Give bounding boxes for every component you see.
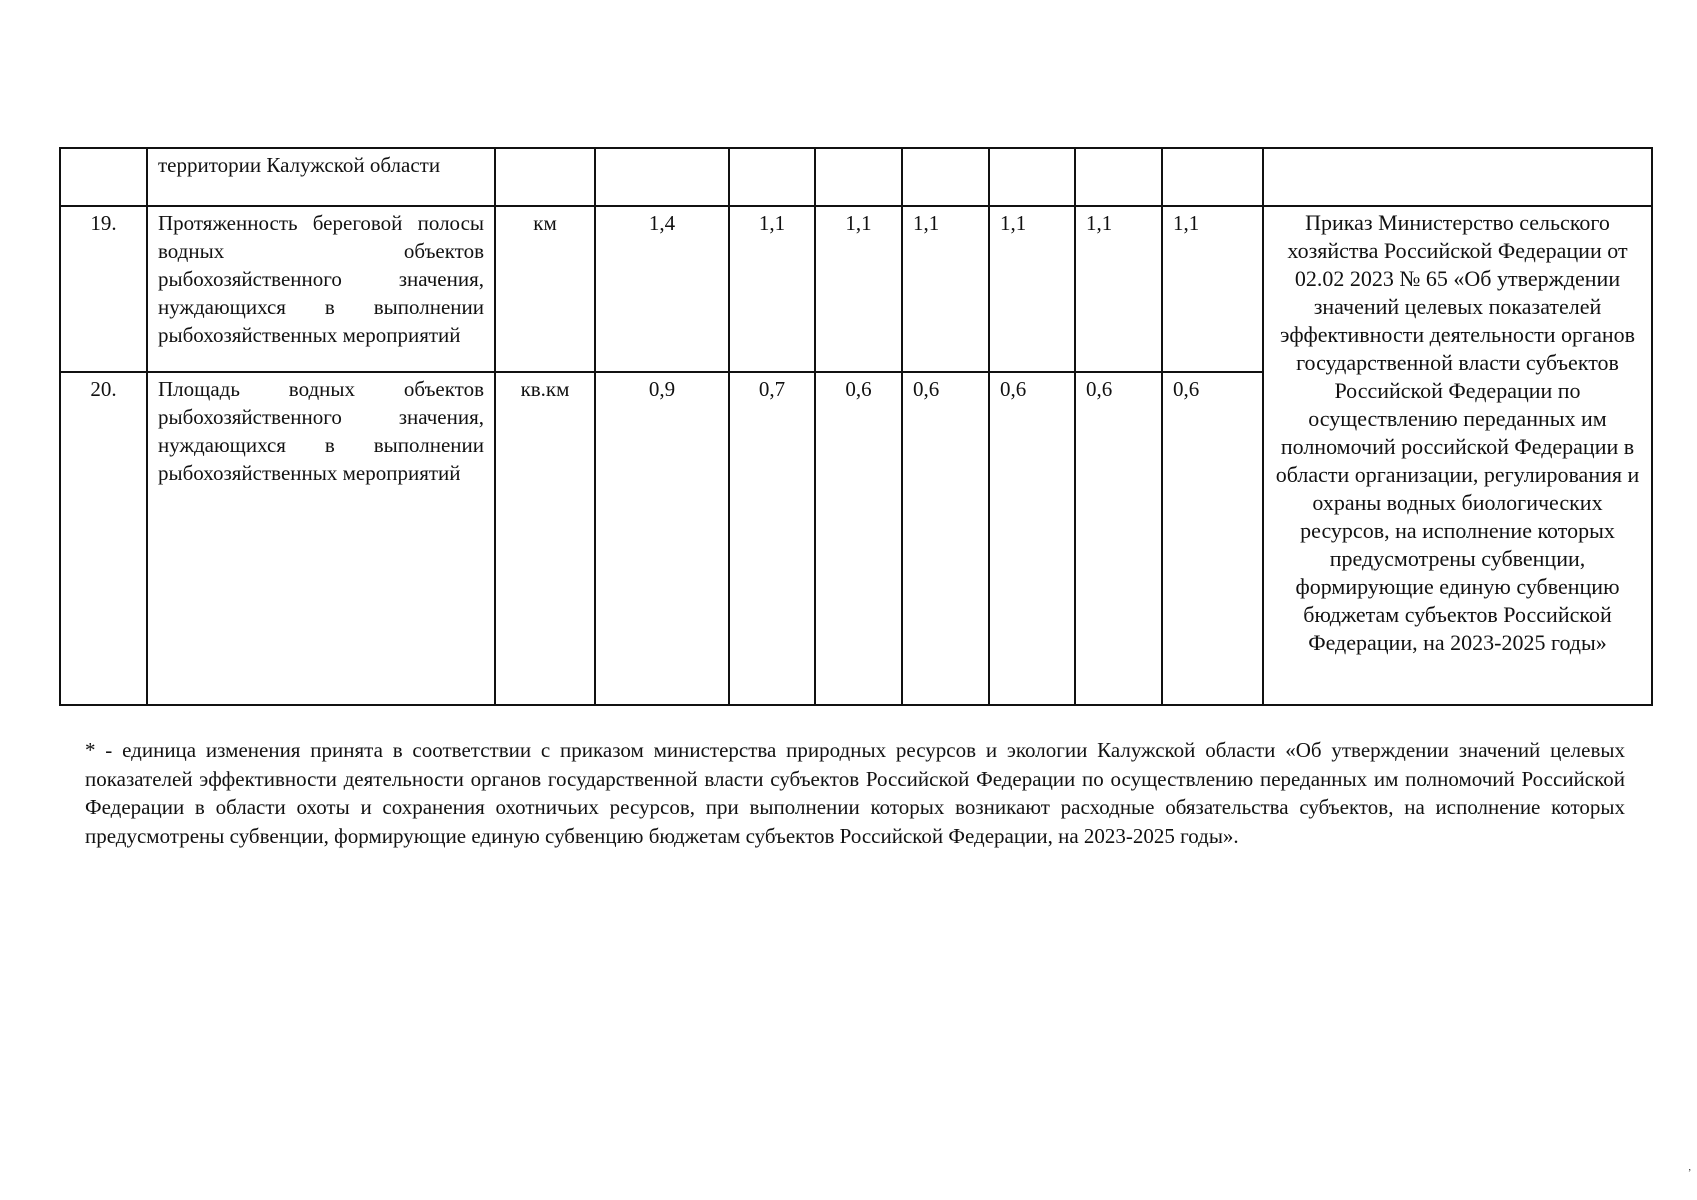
unit-cell xyxy=(495,148,595,206)
value-cell xyxy=(595,148,729,206)
value-cell: 0,6 xyxy=(902,372,989,705)
value-cell xyxy=(1075,148,1162,206)
indicator-name-cell xyxy=(147,148,495,206)
table-row xyxy=(60,148,1652,206)
value-cell: 1,1 xyxy=(729,206,815,372)
row-number-cell: 19. xyxy=(60,206,147,372)
unit-cell: кв.км xyxy=(495,372,595,705)
value-cell: 0,6 xyxy=(1162,372,1263,705)
value-cell xyxy=(729,148,815,206)
indicator-name: Площадь водных объектов рыбохозяйственного значения, нуждающихся в выполнении рыбохозяйственных мероприятий xyxy=(158,377,484,485)
indicator-name: Протяженность береговой полосы водных объектов рыбохозяйственного значения, нуждающихся в выполнении рыбохозяйственных мероприятий xyxy=(158,211,484,347)
value-cell: 1,1 xyxy=(902,206,989,372)
footnote: * - единица изменения принята в соответствии с приказом министерства природных ресурсов и экологии Калужской области «Об утверждении значений целевых показателей эффективности деятельности органов государственной власти субъектов Российской Федерации по осуществлению переданных им полномочий Российской Федерации в области охоты и сохранения охотничьих ресурсов, при выполнении которых возникают расходные обязательства субъектов, на исполнение которых предусмотрены субвенции, формирующие единую субвенцию бюджетам субъектов Российской Федерации, на 2023-2025 годы». xyxy=(85,738,1625,848)
value-cell: 1,4 xyxy=(595,206,729,372)
value-cell: 1,1 xyxy=(1162,206,1263,372)
source-cell-top xyxy=(1263,148,1652,206)
value-cell xyxy=(902,148,989,206)
value-cell xyxy=(815,148,902,206)
value-cell: 0,9 xyxy=(595,372,729,705)
source-document-cell: Приказ Министерство сельского хозяйства Российской Федерации от 02.02 2023 № 65 «Об утверждении значений целевых показателей эффективности деятельности органов государственной власти субъектов Российской Федерации по осуществлению переданных им полномочий российской Федерации в области организации, регулирования и охраны водных биологических ресурсов, на исполнение которых предусмотрены субвенции, формирующие единую субвенцию бюджетам субъектов Российской Федерации, на 2023-2025 годы» xyxy=(1263,206,1652,705)
value-cell: 0,7 xyxy=(729,372,815,705)
value-cell: 1,1 xyxy=(815,206,902,372)
indicator-name: территории Калужской области xyxy=(158,153,441,177)
indicator-name-cell xyxy=(147,372,495,705)
indicator-name-cell xyxy=(147,206,495,372)
table-row xyxy=(60,206,1652,372)
row-number-cell: 20. xyxy=(60,372,147,705)
value-cell xyxy=(989,148,1075,206)
value-cell: 0,6 xyxy=(815,372,902,705)
corner-mark: ’ xyxy=(1688,1168,1692,1179)
value-cell: 0,6 xyxy=(1075,372,1162,705)
value-cell: 0,6 xyxy=(989,372,1075,705)
value-cell: 1,1 xyxy=(1075,206,1162,372)
unit-cell: км xyxy=(495,206,595,372)
value-cell xyxy=(1162,148,1263,206)
row-number-cell xyxy=(60,148,147,206)
value-cell: 1,1 xyxy=(989,206,1075,372)
indicators-table xyxy=(59,147,1653,706)
